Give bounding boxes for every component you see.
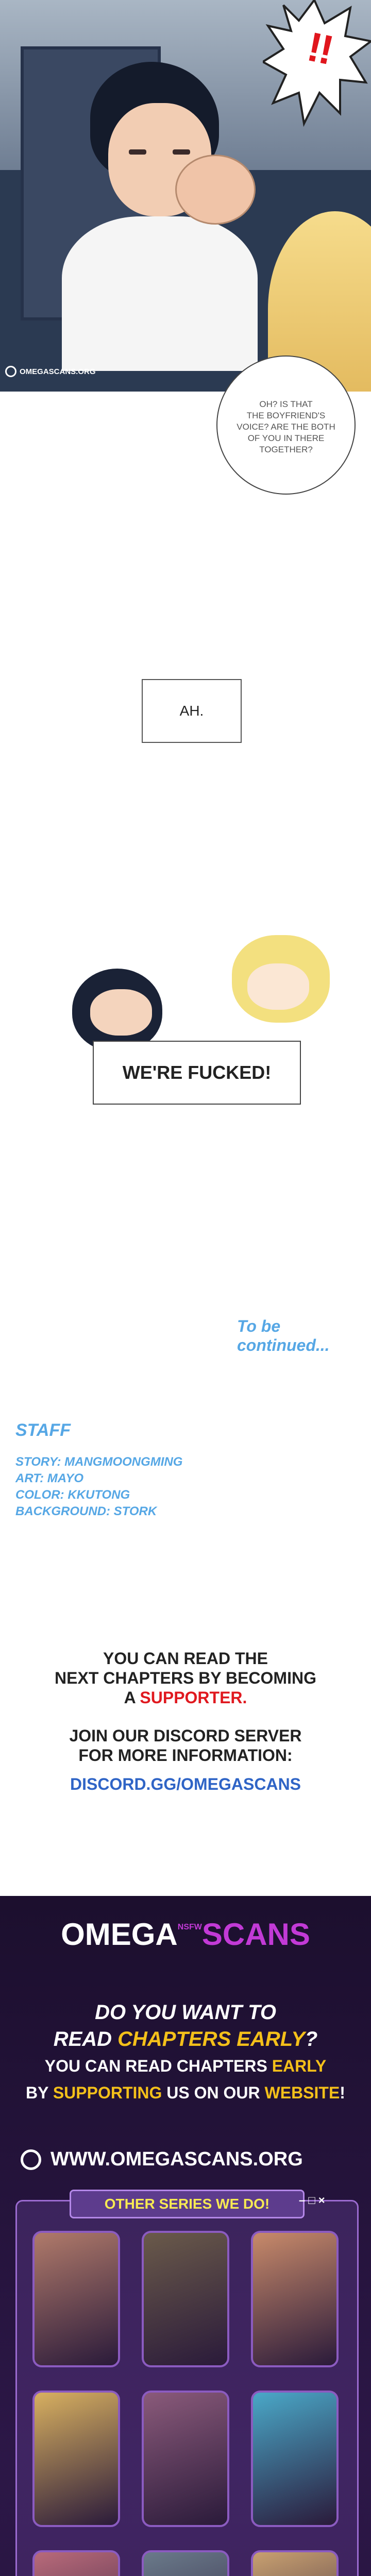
discord-link[interactable]: DISCORD.GG/OMEGASCANS [70,1775,301,1793]
character-hand [175,155,256,225]
promo-highlight[interactable]: WEBSITE [264,2083,340,2102]
narration-box-ah: AH. [142,679,242,743]
chibi-blonde-face [247,963,309,1010]
series-thumbnail[interactable] [251,2391,339,2527]
eye-right [173,149,190,155]
spacer [0,1707,371,1726]
promo-text: YOU CAN READ CHAPTERS [44,2057,272,2075]
series-thumbnail[interactable] [32,2391,120,2527]
staff-line: STORY: MANGMOONGMING [15,1455,183,1469]
sfx-text: !! [303,23,336,73]
promo-text: READ [53,2028,118,2050]
spacer [0,1765,371,1774]
watermark [5,366,96,377]
chibi-dark-face [90,989,152,1036]
narration-box-fucked: WE'RE FUCKED! [93,1041,301,1105]
support-info [0,1649,371,1794]
brand-scans: SCANS [201,1917,310,1952]
staff-line: COLOR: KKUTONG [15,1488,130,1502]
bubble-line: OF YOU IN THERE [247,433,325,443]
url-text[interactable]: WWW.OMEGASCANS.ORG [50,2148,303,2170]
brand-nsfw: NSFW [177,1923,202,1931]
series-thumbnail[interactable] [142,2391,229,2527]
speech-bubble [216,355,356,495]
promo-highlight: SUPPORTING [53,2083,162,2102]
info-line: NEXT CHAPTERS BY BECOMING [55,1669,316,1687]
watermark-text: OMEGASCANS.ORG [20,367,96,376]
bubble-line: OH? IS THAT [259,399,313,409]
omega-logo-icon [5,366,16,377]
info-text: A [124,1688,140,1707]
staff-credits [15,1422,182,1520]
info-line: JOIN OUR DISCORD SERVER [69,1726,302,1745]
promo-line [0,2026,371,2053]
staff-line: ART: MAYO [15,1471,83,1485]
info-line: FOR MORE INFORMATION: [78,1746,293,1765]
brand-logo [0,1917,371,1952]
staff-heading: STAFF [15,1420,71,1440]
series-thumbnail[interactable] [32,2231,120,2367]
staff-line: BACKGROUND: STORK [15,1504,157,1518]
omega-logo-icon [21,2149,41,2170]
series-thumbnail[interactable] [142,2231,229,2367]
promo-question [0,1999,371,2106]
promo-highlight: CHAPTERS EARLY [117,2028,305,2050]
window-controls[interactable]: – □ × [299,2194,325,2207]
website-url[interactable] [21,2148,303,2171]
bubble-line: TOGETHER? [259,445,313,454]
series-thumbnail[interactable] [32,2550,120,2576]
brand-omega: OMEGA [61,1917,178,1952]
to-be-continued: To be continued... [237,1317,330,1354]
other-series-title: OTHER SERIES WE DO! [70,2190,305,2218]
info-line [0,1688,371,1707]
promo-text: US ON OUR [162,2083,265,2102]
series-thumbnail[interactable] [251,2550,339,2576]
promo-line: DO YOU WANT TO [95,2001,276,2024]
eye-left [129,149,146,155]
comic-panel-bedroom [0,0,371,392]
promo-text: ? [305,2028,318,2050]
promo-line [0,2053,371,2079]
promo-highlight: EARLY [272,2057,327,2075]
supporter-link[interactable]: SUPPORTER. [140,1688,247,1707]
info-line: YOU CAN READ THE [103,1649,268,1668]
promo-line [0,2079,371,2106]
bubble-line: VOICE? ARE THE BOTH [237,422,335,432]
series-thumbnail[interactable] [142,2550,229,2576]
promo-text: ! [340,2083,345,2102]
promo-text: BY [26,2083,53,2102]
bubble-line: THE BOYFRIEND'S [246,411,326,420]
series-thumbnail[interactable] [251,2231,339,2367]
character-shirt [62,216,258,371]
